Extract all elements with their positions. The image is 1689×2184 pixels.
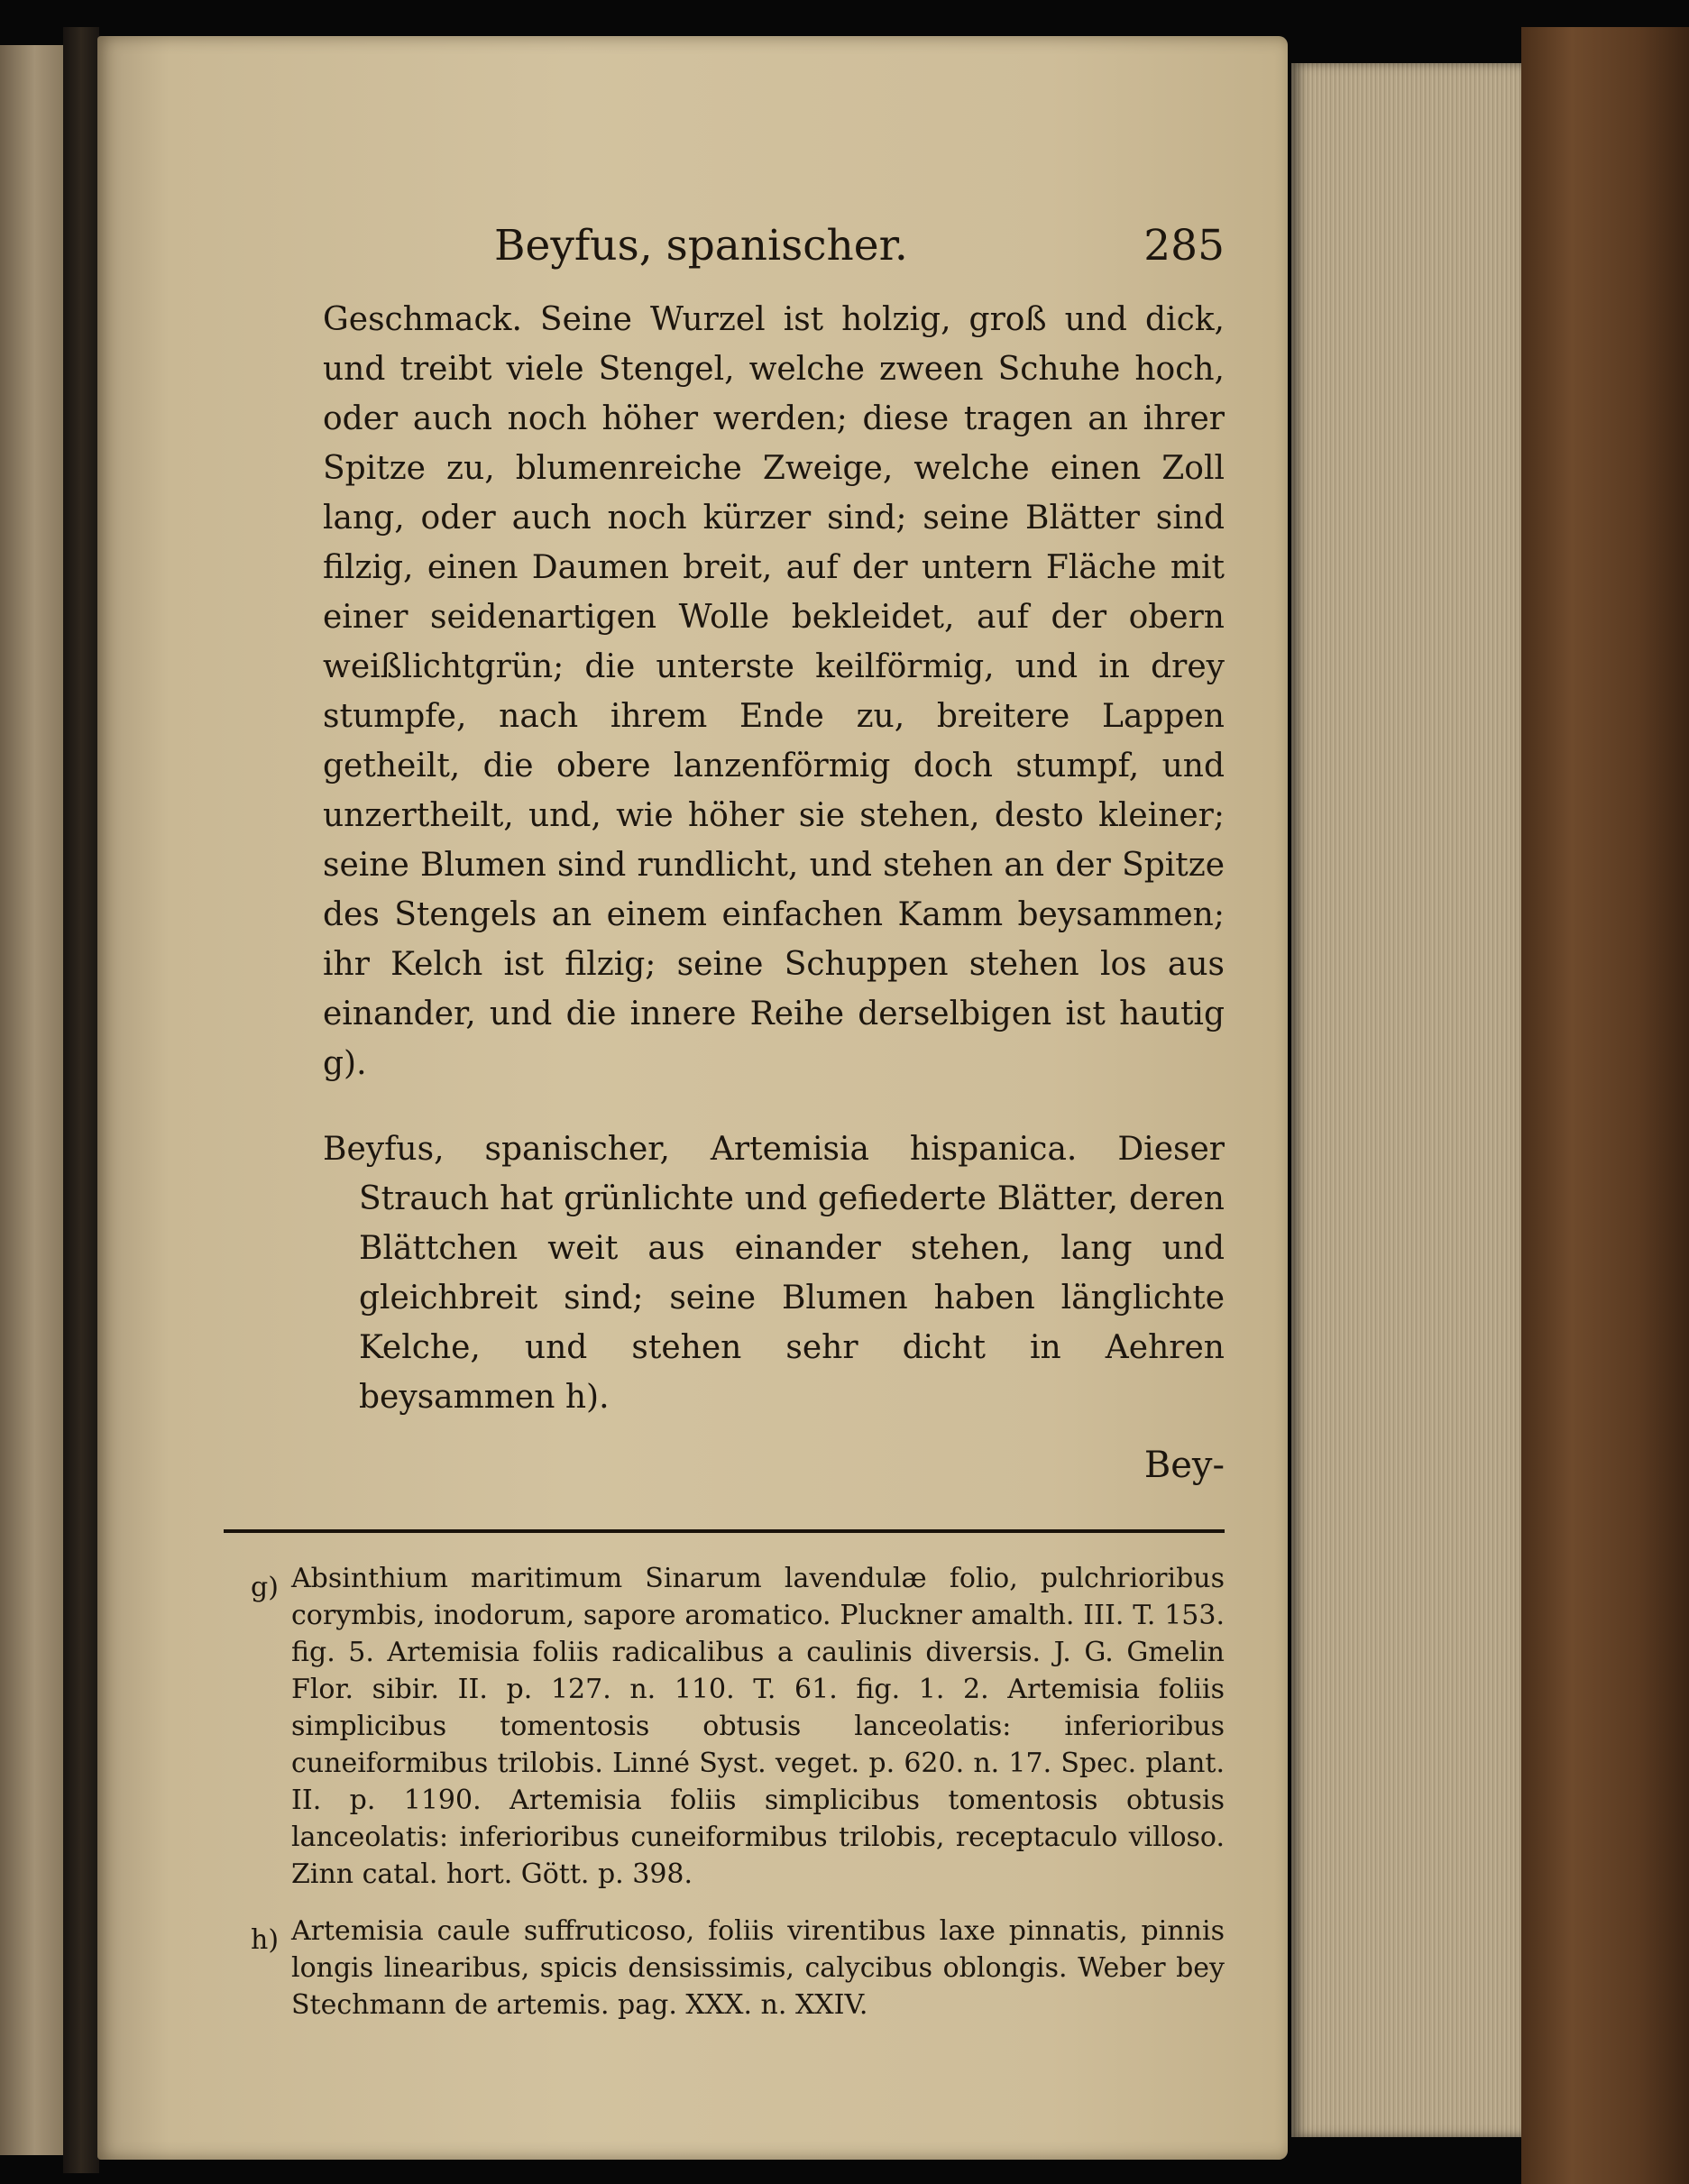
running-head — [323, 221, 1225, 284]
footnote-g — [251, 1560, 1225, 1893]
footnote-rule — [224, 1529, 1225, 1533]
footnote-text: Absinthium maritimum Sinarum lavendulæ folio, pulchrioribus corymbis, inodorum, sapore aromatico. Pluckner amalth. III. T. 153. fig. 5. Artemisia foliis radicalibus a caulinis diversis. J. G. Gmelin Flor. sibir. II. p. 127. n. 110. T. 61. fig. 1. 2. Artemisia foliis simplicibus tomentosis obtusis lanceolatis: inferioribus cuneiformibus trilobis. Linné Syst. veget. p. 620. n. 17. Spec. plant. II. p. 1190. Artemisia foliis simplicibus tomentosis obtusis lanceolatis: inferioribus cuneiformibus trilobis, receptaculo villoso. Zinn catal. hort. Gött. p. 398. — [291, 1563, 1225, 1890]
page-number: 285 — [1143, 221, 1225, 271]
footnotes — [251, 1560, 1225, 2023]
left-page-edge — [0, 45, 65, 2155]
footnote-marker: h) — [251, 1924, 280, 1956]
footnote-marker: g) — [251, 1572, 279, 1603]
catchword: Bey- — [1143, 1445, 1225, 1486]
page-edges — [1291, 63, 1521, 2137]
footnote-text: Artemisia caule suffruticoso, foliis virentibus laxe pinnatis, pinnis longis linearibus, spicis densissimis, calycibus oblongis. Weber bey Stechmann de artemis. pag. XXX. n. XXIV. — [291, 1915, 1225, 2021]
text-block — [251, 221, 1225, 2023]
footnote-h — [251, 1913, 1225, 2023]
running-title: Beyfus, spanischer. — [494, 221, 908, 271]
book-gutter — [63, 27, 99, 2173]
book-cover — [1521, 27, 1689, 2184]
book-page — [97, 36, 1288, 2160]
paragraph-continuation: Geschmack. Seine Wurzel ist holzig, groß und dick, und treibt viele Stengel, welche zween Schuhe hoch, oder auch noch höher werden; diese tragen an ihrer Spitze zu, blumenreiche Zweige, welche einen Zoll lang, oder auch noch kürzer sind; seine Blätter sind filzig, einen Daumen breit, auf der untern Fläche mit einer seidenartigen Wolle bekleidet, auf der obern weißlichtgrün; die unterste keilförmig, und in drey stumpfe, nach ihrem Ende zu, breitere Lappen getheilt, die obere lanzenförmig doch stumpf, und unzertheilt, und, wie höher sie stehen, desto kleiner; seine Blumen sind rundlicht, und stehen an der Spitze des Stengels an einem einfachen Kamm beysammen; ihr Kelch ist filzig; seine Schuppen stehen los aus einander, und die innere Reihe derselbigen ist hautig g). — [323, 301, 1225, 1082]
paragraph-artemisia-hispanica: Beyfus, spanischer, Artemisia hispanica. Dieser Strauch hat grünlichte und gefiederte Blätter, deren Blättchen weit aus einander stehen, lang und gleichbreit sind; seine Blumen haben länglichte Kelche, und stehen sehr dicht in Aehren beysammen h). — [323, 1131, 1225, 1416]
